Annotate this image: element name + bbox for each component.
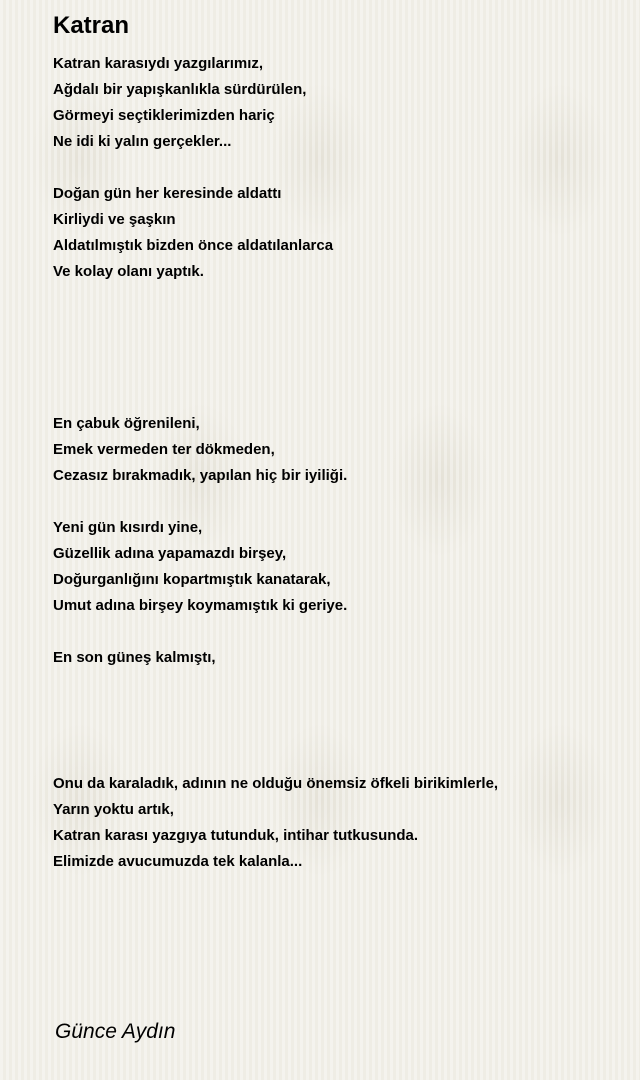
- poem-line: Doğan gün her keresinde aldattı: [53, 185, 282, 202]
- poem-line: Doğurganlığını kopartmıştık kanatarak,: [53, 571, 331, 588]
- poem-line: Katran karasıydı yazgılarımız,: [53, 55, 264, 72]
- stanza-1: [53, 51, 306, 155]
- stanza-4: [53, 515, 347, 619]
- stanza-3: [53, 411, 347, 489]
- poem-line: Ağdalı bir yapışkanlıkla sürdürülen,: [53, 81, 307, 98]
- stanza-6: [53, 771, 498, 875]
- poem-line: Yarın yoktu artık,: [53, 801, 174, 818]
- stanza-2: [53, 181, 333, 285]
- poem-line: Aldatılmıştık bizden önce aldatılanlarca: [53, 237, 334, 254]
- poem-line: Katran karası yazgıya tutunduk, intihar tutkusunda.: [53, 827, 419, 844]
- poem-line: Umut adına birşey koymamıştık ki geriye.: [53, 597, 348, 614]
- poem-line: Kirliydi ve şaşkın: [53, 211, 176, 228]
- poem-line: Yeni gün kısırdı yine,: [53, 519, 203, 536]
- poem-line: Görmeyi seçtiklerimizden hariç: [53, 107, 275, 124]
- poem-author: Günce Aydın: [55, 1020, 176, 1043]
- poem-line: Elimizde avucumuzda tek kalanla...: [53, 853, 303, 870]
- poem-line: Onu da karaladık, adının ne olduğu önemsiz öfkeli birikimlerle,: [53, 775, 499, 792]
- poem-line: Cezasız bırakmadık, yapılan hiç bir iyiliği.: [53, 467, 348, 484]
- poem-line: Ve kolay olanı yaptık.: [53, 263, 204, 280]
- stanza-5: [53, 645, 216, 671]
- poem-line: Güzellik adına yapamazdı birşey,: [53, 545, 287, 562]
- poem-line: En çabuk öğrenileni,: [53, 415, 200, 432]
- poem-line: En son güneş kalmıştı,: [53, 649, 216, 666]
- poem-line: Ne idi ki yalın gerçekler...: [53, 133, 232, 150]
- poem-title: Katran: [53, 12, 130, 39]
- poem-line: Emek vermeden ter dökmeden,: [53, 441, 275, 458]
